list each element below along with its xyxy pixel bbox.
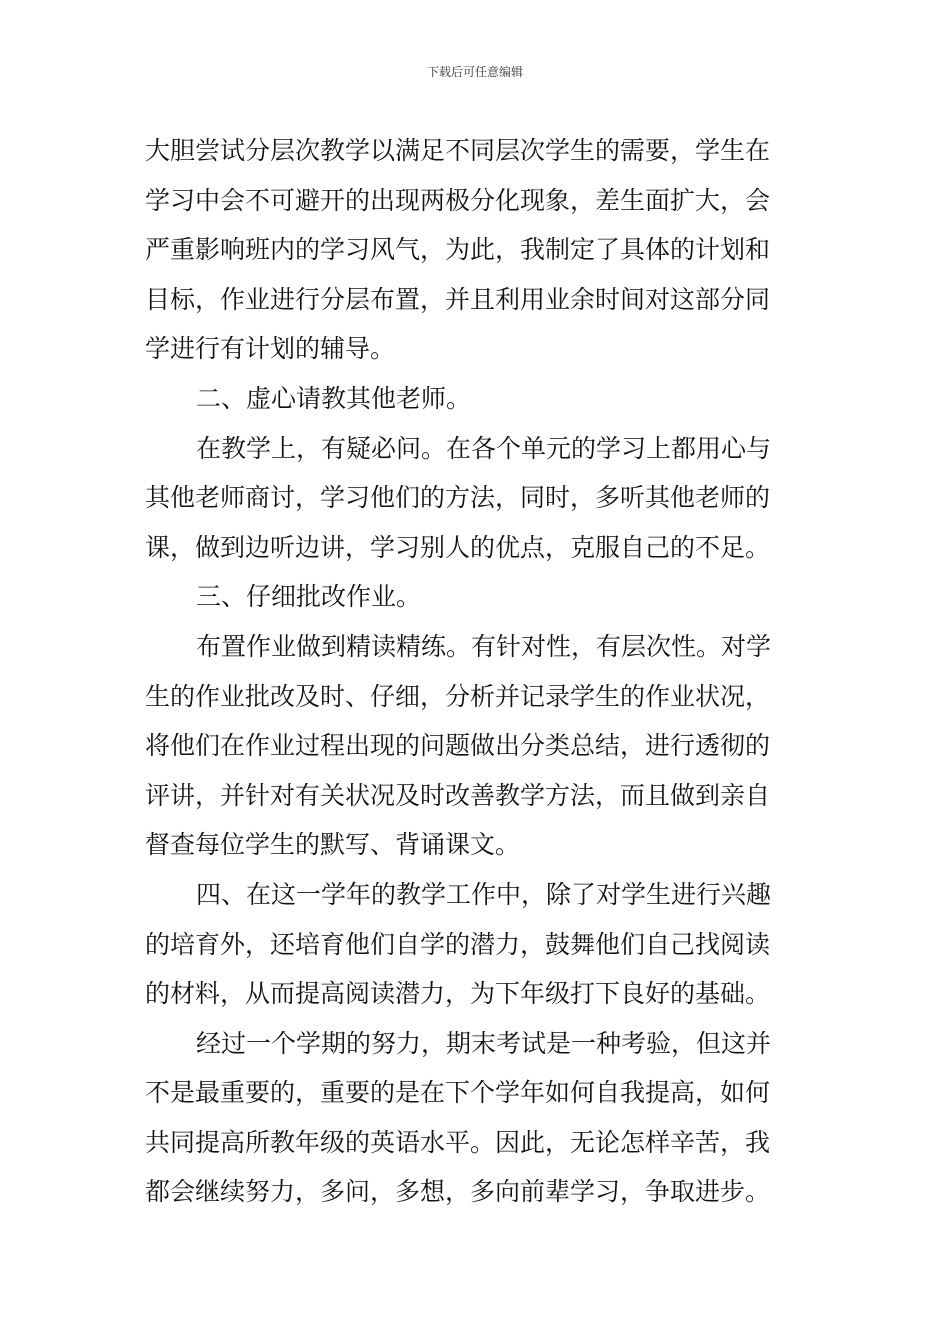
- text-line: 督查每位学生的默写、背诵课文。: [145, 830, 521, 860]
- text-line: 将他们在作业过程出现的问题做出分类总结，进行透彻的: [145, 731, 771, 761]
- text-line: 评讲，并针对有关状况及时改善教学方法，而且做到亲自: [145, 780, 771, 810]
- text-line: 大胆尝试分层次教学以满足不同层次学生的需要，学生在: [145, 136, 771, 165]
- text-line: 经过一个学期的努力，期末考试是一种考验，但这并: [196, 1028, 772, 1058]
- section-heading: 四、在这一学年的教学工作中，除了对学生进行兴趣: [196, 879, 772, 909]
- text-line: 严重影响班内的学习风气，为此，我制定了具体的计划和: [145, 235, 771, 265]
- text-line: 布置作业做到精读精练。有针对性，有层次性。对学: [196, 631, 772, 661]
- text-line: 在教学上，有疑必问。在各个单元的学习上都用心与: [196, 433, 772, 463]
- text-line: 课，做到边听边讲，学习别人的优点，克服自己的不足。: [145, 532, 771, 562]
- page-header: 下载后可任意编辑: [426, 65, 523, 79]
- document-body: [145, 126, 808, 1217]
- section-heading: 三、仔细批改作业。: [196, 582, 422, 612]
- text-line: 的材料，从而提高阅读潜力，为下年级打下良好的基础。: [145, 979, 771, 1009]
- text-line: 不是最重要的，重要的是在下个学年如何自我提高，如何: [145, 1078, 771, 1108]
- text-line: 目标，作业进行分层布置，并且利用业余时间对这部分同: [145, 284, 771, 314]
- text-line: 生的作业批改及时、仔细，分析并记录学生的作业状况，: [145, 681, 771, 711]
- text-line: 的培育外，还培育他们自学的潜力，鼓舞他们自己找阅读: [145, 929, 771, 959]
- text-line: 共同提高所教年级的英语水平。因此，无论怎样辛苦，我: [145, 1127, 771, 1157]
- text-line: 都会继续努力，多问，多想，多向前辈学习，争取进步。: [145, 1177, 771, 1207]
- text-line: 学习中会不可避开的出现两极分化现象，差生面扩大，会: [145, 185, 771, 215]
- text-line: 学进行有计划的辅导。: [145, 334, 396, 364]
- text-line: 其他老师商讨，学习他们的方法，同时，多听其他老师的: [145, 483, 771, 513]
- section-heading: 二、虚心请教其他老师。: [196, 383, 472, 413]
